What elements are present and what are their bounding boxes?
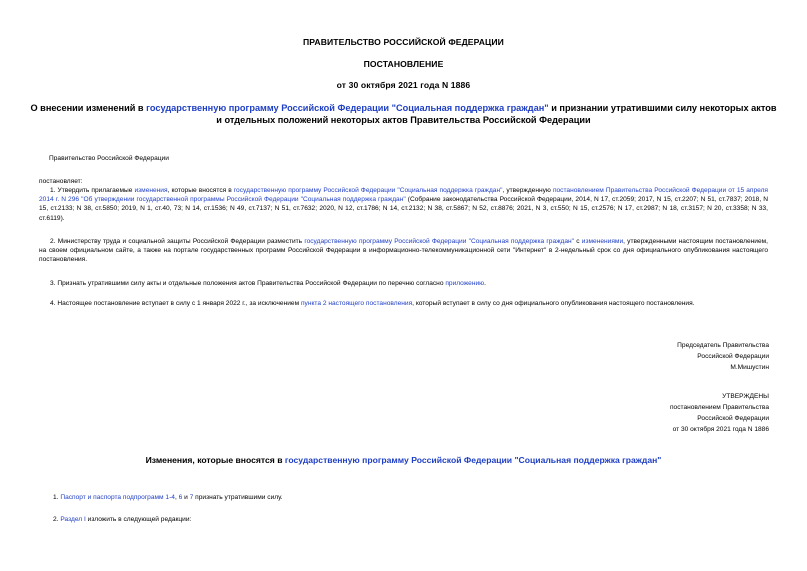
p2-changes-link[interactable]: изменениями [581, 238, 624, 245]
item2-text: изложить в следующей редакции: [85, 516, 192, 523]
item2-section-link[interactable]: Раздел I [60, 516, 86, 523]
item1-passport-link[interactable]: Паспорт и паспорта подпрограмм 1-4 [60, 494, 175, 501]
p1-changes-link[interactable]: изменения [134, 187, 168, 194]
item1-sub7-link[interactable]: 7 [189, 494, 194, 501]
signature-name: М.Мишустин [730, 364, 769, 371]
p1-resolution-link[interactable]: постановлением Правительства Российской Федерации от 15 апреля 2014 г. N 296 "Об утверждении государственной программы Российской Федерации "Социальная поддержка граждан" [39, 187, 768, 204]
title-text-end: и признании утратившими силу некоторых актов и отдельных положений некоторых актов Правительства Российской Федерации [216, 103, 777, 125]
p1-text-b: , которые вносятся в [167, 187, 234, 194]
item1-sub6-link[interactable]: 6 [178, 494, 183, 501]
signature-country: Российской Федерации [697, 353, 769, 360]
document-date-number: от 30 октября 2021 года N 1886 [336, 80, 471, 90]
p1-text-a: 1. Утвердить прилагаемые [50, 187, 135, 194]
document-title [30, 103, 777, 126]
item2-number: 2. [53, 516, 61, 523]
government-heading: ПРАВИТЕЛЬСТВО РОССИЙСКОЙ ФЕДЕРАЦИИ [303, 37, 504, 47]
p3-text-b: . [484, 280, 486, 287]
changes-title-text: Изменения, которые вносятся в [145, 455, 285, 465]
signature-block [677, 340, 769, 373]
p4-text-b: , который вступает в силу со дня официального опубликования настоящего постановления. [412, 300, 695, 307]
approval-heading: УТВЕРЖДЕНЫ [722, 393, 769, 400]
p3-appendix-link[interactable]: приложению [445, 280, 485, 287]
signature-position: Председатель Правительства [677, 342, 769, 349]
p2-text-c: , утвержденными настоящим постановлением, на своем официальном сайте, а также на портале государственных программ Российской Федерации в информационно-телекоммуникационной сети "Интернет" в 2-недельный срок со дня официального опубликования настоящего постановления. [39, 238, 769, 264]
paragraph-3 [50, 279, 486, 288]
p2-text-a: 2. Министерству труда и социальной защиты Российской Федерации разместить [50, 238, 305, 245]
decrees-text: постановляет: [39, 178, 83, 185]
document-type-heading: ПОСТАНОВЛЕНИЕ [363, 59, 444, 69]
p1-text-d: (Собрание законодательства Российской Федерации, 2014, N 17, ст.2059; 2017, N 15, ст.2207; N 51, ст.7837; 2018, N 15, ст.2133; N 38, ст.5850; 2019, N 1, ст.40, 73; N 14, ст.1536; N 49, ст.7137; N 51, ст.7632; 2020, N 12, ст.1786; N 14, ст.2132; N 38, ст.5867; N 52, ст.8876; 2021, N 3, ст.550; N 15, ст.2576; N 17, ст.2987; N 18, ст.3157; N 20, ст.3358; N 33, ст.6119). [39, 196, 768, 222]
p4-text-a: 4. Настоящее постановление вступает в силу с 1 января 2022 г., за исключением [50, 300, 301, 307]
p1-text-c: , утвержденную [502, 187, 553, 194]
approval-by: постановлением Правительства [669, 404, 769, 411]
change-item-2 [53, 515, 191, 524]
p2-program-link[interactable]: государственную программу Российской Федерации "Социальная поддержка граждан" [304, 238, 575, 245]
changes-title-program-link[interactable]: государственную программу Российской Федерации "Социальная поддержка граждан" [284, 455, 662, 465]
change-item-1 [53, 493, 283, 502]
p1-program-link[interactable]: государственную программу Российской Федерации "Социальная поддержка граждан" [233, 187, 503, 194]
paragraph-4 [50, 299, 694, 308]
intro-text: Правительство Российской Федерации [49, 155, 169, 162]
item1-number: 1. [53, 494, 61, 501]
approval-date: от 30 октября 2021 года N 1886 [672, 426, 769, 433]
p4-clause-link[interactable]: пункта 2 настоящего постановления [300, 300, 413, 307]
item1-sep-a: , [174, 494, 179, 501]
approval-block [670, 391, 769, 435]
approval-country: Российской Федерации [697, 415, 769, 422]
title-text-start: О внесении изменений в [30, 103, 147, 113]
item1-text: признать утратившими силу. [193, 494, 283, 501]
p3-text-a: 3. Признать утратившими силу акты и отдельные положения актов Правительства Российской Федерации по перечню согласно [50, 280, 446, 287]
paragraph-2 [39, 237, 768, 265]
p2-text-b: с [574, 238, 582, 245]
paragraph-1 [39, 186, 768, 223]
item1-sep-b: и [182, 494, 190, 501]
changes-title [30, 455, 777, 465]
title-program-link[interactable]: государственную программу Российской Федерации "Социальная поддержка граждан" [146, 103, 549, 113]
